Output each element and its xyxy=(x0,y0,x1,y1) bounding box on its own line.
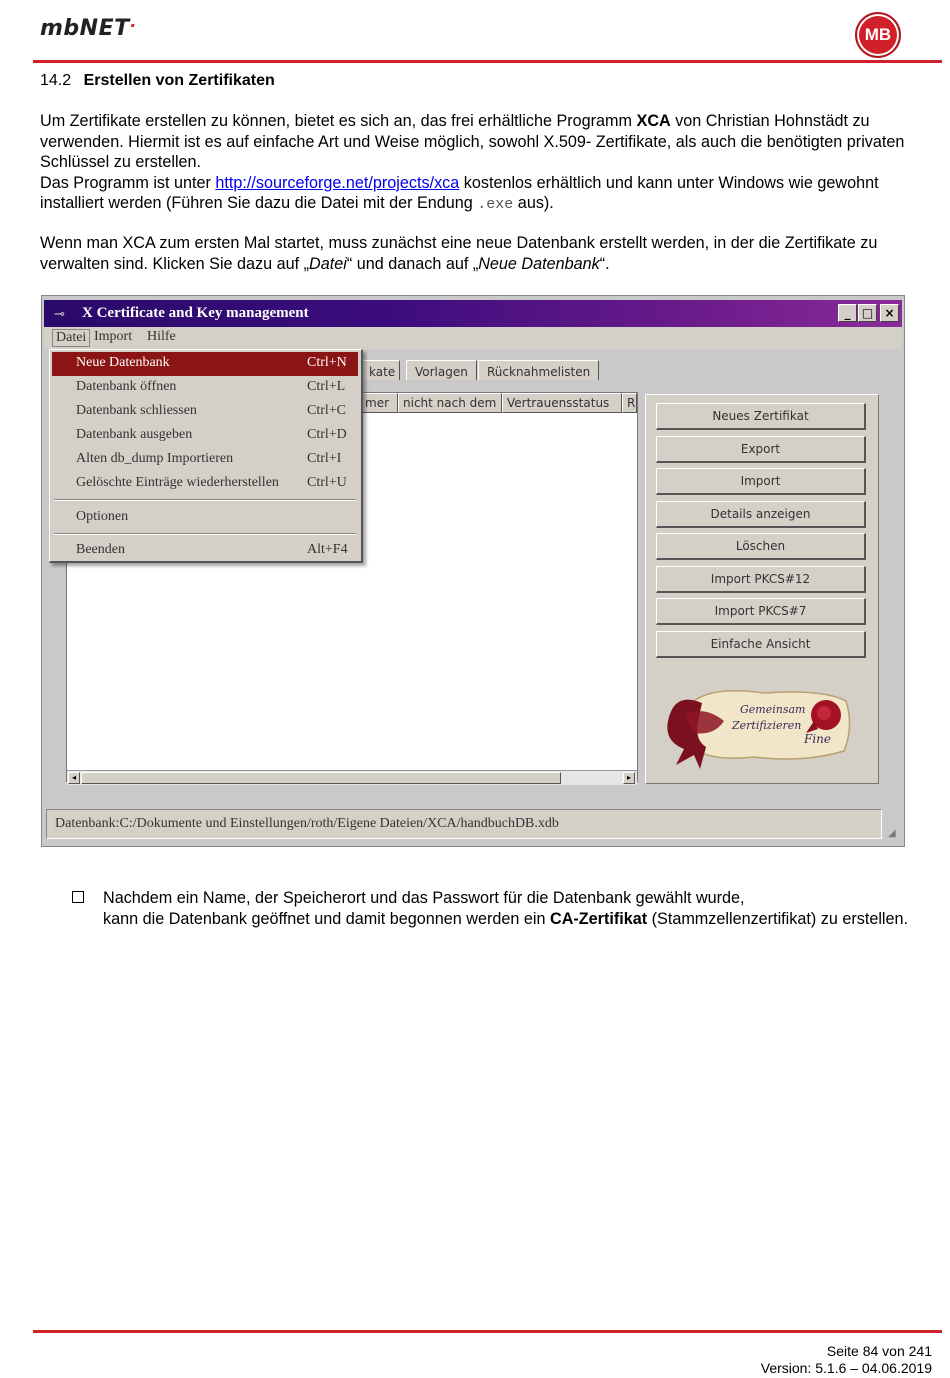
scroll-left-icon[interactable]: ◂ xyxy=(68,772,80,784)
maximize-button[interactable]: □ xyxy=(858,304,877,322)
checkbox-bullet-icon xyxy=(72,891,84,903)
import-button[interactable]: Import xyxy=(656,468,866,495)
scroll-thumb[interactable] xyxy=(81,772,561,784)
column-header-name[interactable]: mer xyxy=(360,393,398,413)
menu-import[interactable]: Import xyxy=(94,329,133,344)
header-divider xyxy=(33,60,942,63)
exe-code: .exe xyxy=(477,196,514,213)
svg-text:Fine: Fine xyxy=(804,732,831,746)
mbnet-logo xyxy=(40,16,136,41)
bullet-line-2-end: (Stammzellenzertifikat) zu erstellen. xyxy=(647,909,909,928)
xca-bold: XCA xyxy=(636,112,671,130)
download-text: Das Programm ist unter xyxy=(40,173,216,192)
logo-text: mbNET xyxy=(40,16,130,41)
svg-text:Zertifizieren: Zertifizieren xyxy=(732,719,802,732)
close-button[interactable]: × xyxy=(880,304,899,322)
scroll-seal-icon xyxy=(654,681,856,771)
delete-button[interactable]: Löschen xyxy=(656,533,866,560)
xca-screenshot xyxy=(41,295,905,847)
column-header-trust[interactable]: Vertrauensstatus xyxy=(502,393,622,413)
footer-divider xyxy=(33,1330,942,1333)
sourceforge-link[interactable]: http://sourceforge.net/projects/xca xyxy=(215,173,460,192)
neue-datenbank-emphasis: Neue Datenbank xyxy=(478,254,600,273)
resize-grip-icon[interactable]: ◢ xyxy=(888,828,896,839)
import-pkcs12-button[interactable]: Import PKCS#12 xyxy=(656,566,866,593)
intro-paragraph xyxy=(40,111,940,216)
datei-dropdown-menu xyxy=(49,349,363,563)
start-text-mid: “ und danach auf „ xyxy=(346,254,479,273)
status-bar: Datenbank:C:/Dokumente und Einstellungen/roth/Eigene Dateien/XCA/handbuchDB.xdb xyxy=(46,809,882,839)
start-text: Wenn man XCA zum ersten Mal startet, muss zunächst eine neue Datenbank erstellt werden, in der die Zertifikate zu verwalten sind. Klicken Sie dazu auf „ xyxy=(40,234,878,273)
section-number: 14.2 xyxy=(40,72,72,89)
column-header-not-after[interactable]: nicht nach dem xyxy=(398,393,502,413)
logo-mark: · xyxy=(129,16,137,35)
menu-hilfe[interactable]: Hilfe xyxy=(147,329,176,344)
tab-ruecknahmelisten[interactable]: Rücknahmelisten xyxy=(478,360,599,380)
scroll-right-icon[interactable]: ▸ xyxy=(623,772,635,784)
start-paragraph xyxy=(40,233,940,274)
menu-item-options[interactable]: Optionen xyxy=(76,509,129,524)
menu-item-close-database[interactable]: Datenbank schliessen Ctrl+C xyxy=(76,403,347,418)
version-info: Version: 5.1.6 – 04.06.2019 xyxy=(760,1360,932,1376)
bullet-line-1: Nachdem ein Name, der Speicherort und das Passwort für die Datenbank gewählt wurde, xyxy=(103,889,745,907)
menu-item-open-database[interactable]: Datenbank öffnen Ctrl+L xyxy=(76,379,346,394)
download-text-2: kostenlos erhältlich und kann unter Windows wie gewohnt installiert werden (Führen Sie dazu die Datei mit der Endung xyxy=(40,173,879,212)
intro-text-2: von Christian Hohnstädt zu verwenden. Hiermit ist es auf einfache Art und Weise möglich, sowohl X.509- Zertifikate, als auch die benötigten privaten Schlüssel zu erstellen. xyxy=(40,112,905,171)
details-button[interactable]: Details anzeigen xyxy=(656,501,866,528)
mb-logo-badge: MB xyxy=(855,12,901,58)
menu-item-dump-database[interactable]: Datenbank ausgeben Ctrl+D xyxy=(76,427,347,442)
menu-item-quit[interactable]: Beenden Alt+F4 xyxy=(76,542,348,557)
window-title: X Certificate and Key management xyxy=(82,305,309,321)
download-text-end: aus). xyxy=(513,194,554,212)
import-pkcs7-button[interactable]: Import PKCS#7 xyxy=(656,598,866,625)
bullet-paragraph xyxy=(103,888,913,929)
menu-item-new-database[interactable]: Neue Datenbank Ctrl+N xyxy=(52,352,358,376)
menu-datei[interactable]: Datei xyxy=(52,329,90,347)
export-button[interactable]: Export xyxy=(656,436,866,463)
key-icon: ⊸ xyxy=(54,306,65,321)
menu-separator xyxy=(54,499,356,501)
column-header-r[interactable]: R xyxy=(622,393,637,413)
menu-separator xyxy=(54,533,356,535)
datei-emphasis: Datei xyxy=(309,254,347,273)
minimize-button[interactable]: _ xyxy=(838,304,857,322)
menu-item-import-db-dump[interactable]: Alten db_dump Importieren Ctrl+I xyxy=(76,451,342,466)
section-heading xyxy=(40,72,275,90)
start-text-end: “. xyxy=(599,254,610,273)
page-number: Seite 84 von 241 xyxy=(826,1343,932,1359)
intro-text: Um Zertifikate erstellen zu können, bietet es sich an, das frei erhältliche Programm xyxy=(40,112,637,130)
window-titlebar xyxy=(44,300,902,327)
menu-bar xyxy=(44,327,902,349)
bullet-line-2: kann die Datenbank geöffnet und damit begonnen werden ein xyxy=(103,909,550,928)
svg-text:Gemeinsam: Gemeinsam xyxy=(740,703,806,716)
menu-item-undelete[interactable]: Gelöschte Einträge wiederherstellen Ctrl+U xyxy=(76,475,347,490)
ca-certificate-bold: CA-Zertifikat xyxy=(550,909,648,928)
tab-vorlagen[interactable]: Vorlagen xyxy=(406,360,477,380)
new-certificate-button[interactable]: Neues Zertifikat xyxy=(656,403,866,430)
horizontal-scrollbar[interactable] xyxy=(67,770,637,785)
simple-view-button[interactable]: Einfache Ansicht xyxy=(656,631,866,658)
section-title: Erstellen von Zertifikaten xyxy=(83,72,275,89)
tab-zertifikate[interactable]: kate xyxy=(360,360,400,380)
